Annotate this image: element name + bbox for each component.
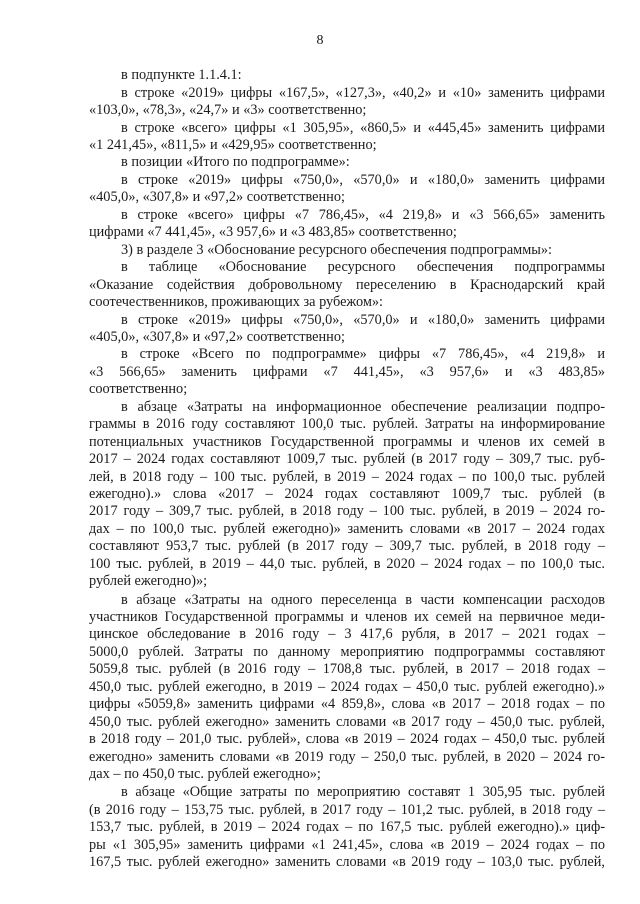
text-line: в строке «всего» цифры «7 786,45», «4 219,8» и «3 566,65» заменить: [121, 207, 605, 223]
text-line: в строке «всего» цифры «1 305,95», «860,5» и «445,45» заменить цифрами: [121, 120, 605, 136]
text-line: цифры «5059,8» заменить цифрами «4 859,8», слова «в 2017 – 2018 годах – по: [89, 696, 605, 712]
text-line: «1 241,45», «811,5» и «429,95» соответственно;: [89, 137, 377, 153]
text-line: 3) в разделе 3 «Обоснование ресурсного обеспечения подпрограммы»:: [121, 242, 552, 258]
text-line: в строке «Всего по подпрограмме» цифры «7 786,45», «4 219,8» и: [121, 346, 605, 362]
text-line: «405,0», «307,8» и «97,2» соответственно;: [89, 189, 345, 205]
page-number: 8: [316, 33, 324, 48]
text-line: 450,0 тыс. рублей ежегодно, в 2019 – 2024 годах – 450,0 тыс. рублей ежегодно).»: [89, 679, 605, 695]
text-line: в абзаце «Затраты на одного переселенца в части компенсации расходов: [121, 592, 605, 608]
text-line: «405,0», «307,8» и «97,2» соответственно;: [89, 329, 345, 345]
text-line: «Оказание содействия добровольному переселению в Краснодарский край: [89, 277, 605, 293]
text-line: ежегодно» заменить словами «в 2019 году – 250,0 тыс. рублей, в 2020 – 2024 го-: [89, 749, 605, 765]
text-line: в абзаце «Затраты на информационное обеспечение реализации подпро-: [121, 399, 605, 415]
text-line: в строке «2019» цифры «750,0», «570,0» и «180,0» заменить цифрами: [121, 312, 605, 328]
text-line: ры «1 305,95» заменить цифрами «1 241,45», слова «в 2019 – 2024 годах – по: [89, 837, 605, 853]
text-line: участников Государственной программы и членов их семей на первичное меди-: [89, 609, 605, 625]
text-line: 167,5 тыс. рублей ежегодно» заменить словами «в 2019 году – 103,0 тыс. рублей,: [89, 854, 605, 870]
text-line: дах – по 100,0 тыс. рублей ежегодно)» заменить словами «в 2017 – 2024 годах: [89, 521, 605, 537]
text-line: дах – по 450,0 тыс. рублей ежегодно»;: [89, 766, 321, 782]
text-line: в строке «2019» цифры «167,5», «127,3», «40,2» и «10» заменить цифрами: [121, 85, 605, 101]
text-line: граммы в 2016 году составляют 100,0 тыс. рублей. Затраты на информирование: [89, 416, 605, 432]
text-line: в подпункте 1.1.4.1:: [121, 67, 242, 83]
text-line: «3 566,65» заменить цифрами «7 441,45», «3 957,6» и «3 483,85»: [89, 364, 605, 380]
text-line: 100 тыс. рублей, в 2019 – 44,0 тыс. рублей, в 2020 – 2024 годах – по 100,0 тыс.: [89, 556, 605, 572]
text-line: (в 2016 году – 153,75 тыс. рублей, в 2017 году – 101,2 тыс. рублей, в 2018 году –: [89, 802, 605, 818]
text-line: ежегодно).» слова «2017 – 2024 годах составляют 1009,7 тыс. рублей (в: [89, 486, 605, 502]
text-line: 153,7 тыс. рублей, в 2019 – 2024 годах – по 167,5 тыс. рублей ежегодно).» циф-: [89, 819, 605, 835]
text-line: лей, в 2018 году – 100 тыс. рублей, в 2019 – 2024 годах – по 100,0 тыс. рублей: [89, 469, 605, 485]
text-line: в позиции «Итого по подпрограмме»:: [121, 154, 350, 170]
text-line: 450,0 тыс. рублей ежегодно» заменить словами «в 2017 году – 450,0 тыс. рублей,: [89, 714, 605, 730]
text-line: 5000,0 рублей. Затраты по данному мероприятию подпрограммы составляют: [89, 644, 605, 660]
text-line: в таблице «Обоснование ресурсного обеспечения подпрограммы: [121, 259, 605, 275]
text-line: цинское обследование в 2016 году – 3 417,6 рубля, в 2017 – 2021 годах –: [89, 626, 605, 642]
text-line: 2017 – 2024 годах составляют 1009,7 тыс. рублей (в 2017 году – 309,7 тыс. руб-: [89, 451, 605, 467]
text-line: составляют 953,7 тыс. рублей (в 2017 году – 309,7 тыс. рублей, в 2018 году –: [89, 538, 605, 554]
text-line: 2017 году – 309,7 тыс. рублей, в 2018 году – 100 тыс. рублей, в 2019 – 2024 го-: [89, 503, 605, 519]
text-line: 5059,8 тыс. рублей (в 2016 году – 1708,8 тыс. рублей, в 2017 – 2018 годах –: [89, 661, 605, 677]
text-line: цифрами «7 441,45», «3 957,6» и «3 483,85» соответственно;: [89, 224, 457, 240]
text-line: соотечественников, проживающих за рубежом»:: [89, 294, 383, 310]
text-line: в 2018 году – 201,0 тыс. рублей», слова «в 2019 – 2024 годах – 450,0 тыс. рублей: [89, 731, 605, 747]
text-line: в абзаце «Общие затраты по мероприятию составят 1 305,95 тыс. рублей: [121, 784, 605, 800]
text-line: в строке «2019» цифры «750,0», «570,0» и «180,0» заменить цифрами: [121, 172, 605, 188]
text-line: соответственно;: [89, 381, 188, 397]
text-line: «103,0», «78,3», «24,7» и «3» соответственно;: [89, 102, 367, 118]
text-line: потенциальных участников Государственной программы и членов их семей в: [89, 434, 605, 450]
text-line: рублей ежегодно)»;: [89, 573, 208, 589]
